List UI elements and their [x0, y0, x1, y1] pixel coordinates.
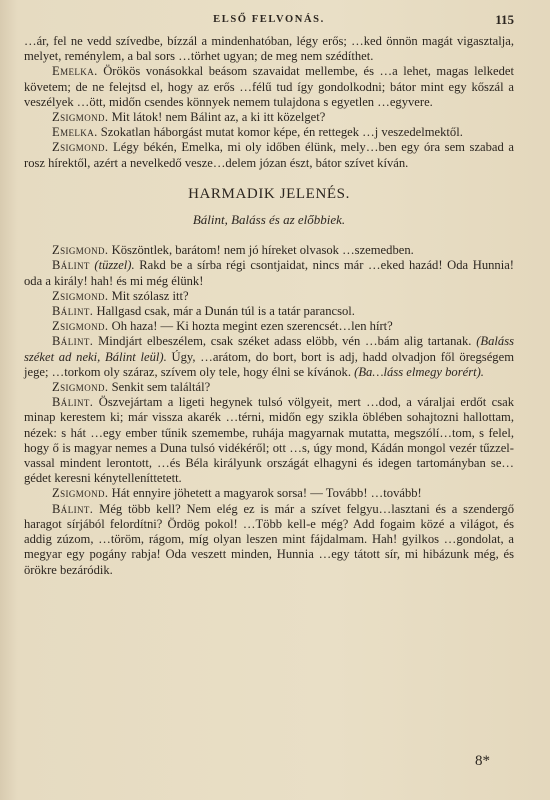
speech-text: Mindjárt elbeszélem, csak széket adass elöbb, vén …bám alig tartanak. [98, 334, 472, 349]
speech-paragraph [24, 304, 514, 319]
speech-text: Légy békén, Emelka, mi oly időben élünk, mely…ben egy óra sem szabad a rosz hírektől, azért a nevelkedő vesze…delem józan észt, bátor szívet kíván. [24, 140, 514, 170]
speaker-name: Zsigmond. [52, 140, 109, 155]
speech-text: Hát ennyire jöhetett a magyarok sorsa! — Tovább! …tovább! [111, 486, 422, 501]
page-number: 115 [495, 12, 514, 27]
speaker-name: Bálint. [52, 304, 94, 319]
running-head: ELSŐ FELVONÁS. [213, 14, 325, 25]
scene-characters: Bálint, Baláss és az előbbiek. [192, 212, 346, 228]
speaker-name: Emelka. [52, 125, 98, 140]
play-text [24, 34, 514, 578]
signature-mark: 8* [475, 753, 490, 769]
speech-text: Köszöntlek, barátom! nem jó híreket olvasok …szemedben. [111, 243, 414, 258]
speaker-name: Emelka. [52, 64, 98, 79]
stage-direction: (tüzzel). [94, 258, 135, 273]
speaker-name: Zsigmond. [52, 380, 109, 395]
speech-text: Mit szólasz itt? [111, 288, 189, 303]
speaker-name: Bálint [52, 258, 90, 273]
speech-paragraph [24, 289, 514, 304]
speaker-name: Zsigmond. [52, 288, 109, 303]
speech-paragraph [24, 258, 514, 288]
speech-text: Még több kell? Nem elég ez is már a szívet felgyu…lasztani és a szendergő haragot sírjából felordítni? Ördög pokol! …Több kell-e még? Add fogaim közé a világot, és addig zúzom, …töröm, rágom, míg olyan leszen mint fájdalmam. Hah! gyilkos …gondolat, a megyar egy pogány rabja! Oda veszett minden, Hunnia …egy tátott sír, mi hibázunk még, és örökre bezáródik. [24, 501, 515, 577]
speech-paragraph [24, 334, 514, 380]
speaker-name: Zsigmond. [52, 243, 109, 258]
speech-paragraph [24, 64, 514, 110]
speaker-name: Bálint. [52, 395, 94, 410]
speech-text: Senkit sem találtál? [111, 380, 211, 395]
page-header [24, 10, 514, 34]
stage-direction: (Ba…láss elmegy borért). [354, 364, 484, 379]
speech-paragraph [24, 486, 514, 501]
speech-paragraph [24, 502, 514, 578]
speaker-name: Zsigmond. [52, 319, 109, 334]
speech-text: Rakd be a sírba régi csontjaidat, nincs már …eked hazád! Oda Hunnia! oda a király! hah! és mi még élünk! [24, 258, 515, 288]
speech-text: Hallgasd csak, már a Dunán túl is a tatár parancsol. [96, 304, 355, 319]
speaker-name: Bálint. [52, 334, 94, 349]
speaker-name: Zsigmond. [52, 486, 109, 501]
speech-continuation: …ár, fel ne vedd szívedbe, bízzál a mindenhatóban, légy erős; …ked önnön magát vigasztalja, melyet, reménylem, a bal sors …törhet ugyan; de meg nem szédíthet. [24, 34, 514, 64]
speech-text: Úgy, …arátom, do bort, bort is adj, hadd olvadjon fől öregségem jege; …torkom oly száraz, szívem oly tele, hogy élni se kívánok. [24, 349, 514, 379]
speaker-name: Zsigmond. [52, 110, 109, 125]
stage-direction: (Baláss széket ad neki, Bálint leül). [24, 334, 514, 364]
speech-text: Szokatlan háborgást mutat komor képe, én rettegek …j veszedelmektől. [100, 125, 463, 140]
speech-text: Oh haza! — Ki hozta megint ezen szerencsét…len hírt? [111, 319, 393, 334]
speech-paragraph [24, 140, 514, 170]
speech-paragraph [24, 110, 514, 125]
speech-paragraph [24, 380, 514, 395]
speaker-name: Bálint. [52, 501, 94, 516]
speech-text: Mit látok! nem Bálint az, a ki itt közelget? [111, 110, 326, 125]
speech-text: Örökös vonásokkal beásom szavaidat mellembe, és …a lehet, magas lelkedet követem; de ne felejtsd el, hogy az erős …félű tud így gondolkodni; bátor mint egy kőszál a veszélyek …ött, midőn csendes könnyek nemem tulajdona s egyetlen …egyvere. [24, 64, 514, 109]
speech-text: Öszvejártam a ligeti hegynek tulsó völgyeit, mert …dod, a váraljai erdőt csak minap kerestem ki; már vissza akarék …térni, midőn egy szikla öblében sohajtozni hallottam, nézek: s hát …egy ember tűnik szemembe, ruhája magyarnak mutatta, megszólí…tom, s felel, hogy ő is magyar nemes a Duna tulsó vidékéről; ott …s, úgy mond, Kádán mongol vezér tűzzel-vassal mindent lerontott, …és Béla királyunk országát elhagyni és idegen tartományban se…gédet keresni kénytelleníttetett. [24, 395, 514, 486]
speech-paragraph [24, 395, 514, 486]
scene-heading: HARMADIK JELENÉS. [188, 185, 350, 202]
speech-paragraph [24, 125, 514, 140]
speech-paragraph [24, 243, 514, 258]
speech-paragraph [24, 319, 514, 334]
